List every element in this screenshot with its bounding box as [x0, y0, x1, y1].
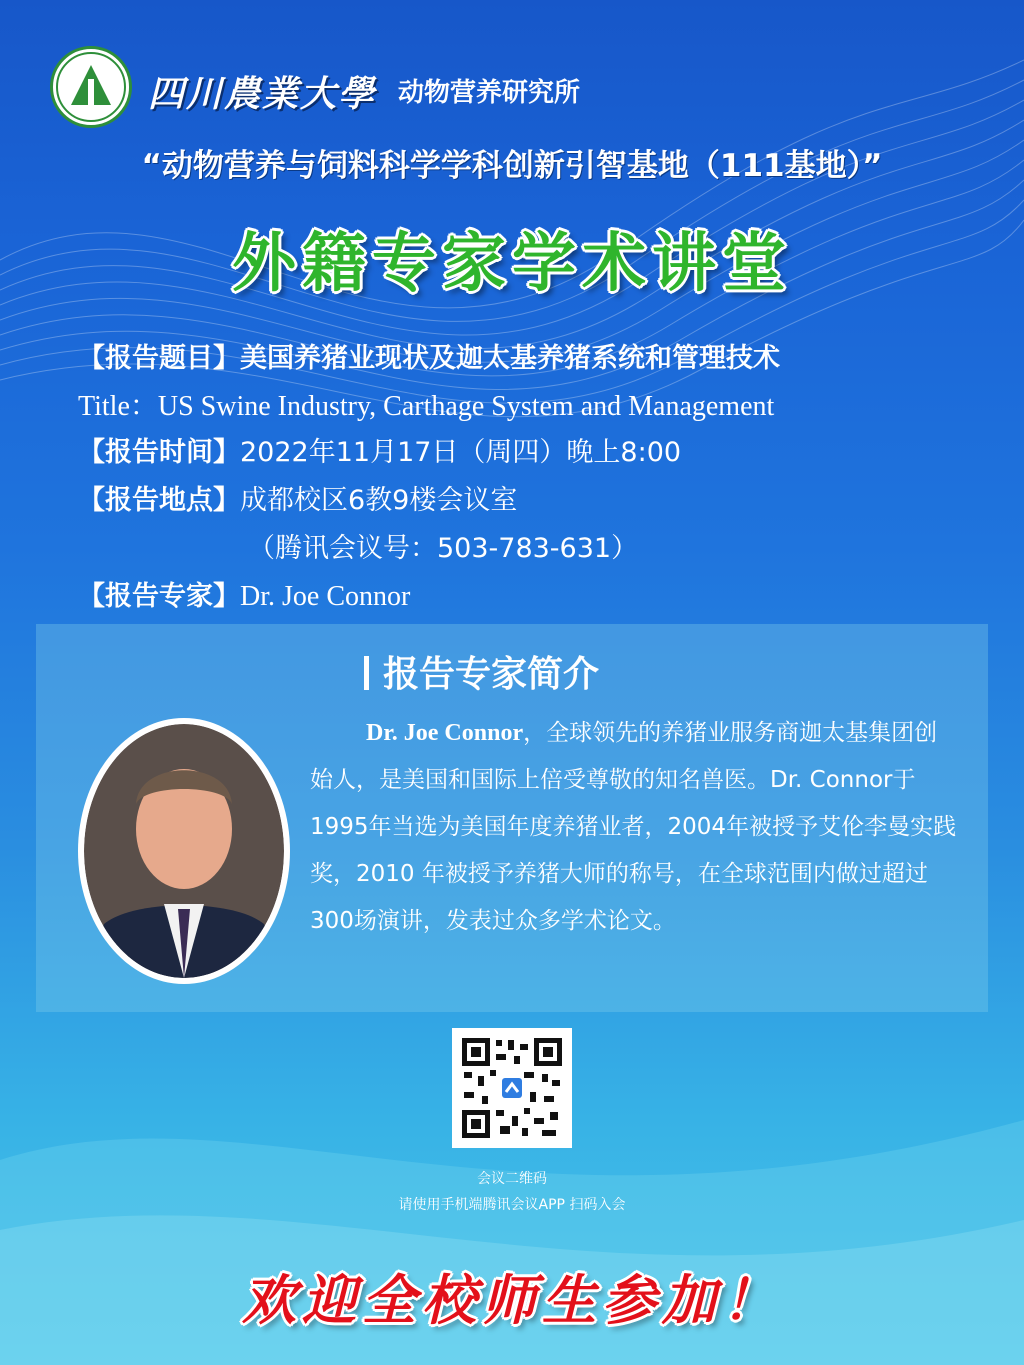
- qr-caption: 会议二维码: [477, 1171, 547, 1187]
- intro-expert-name: Dr. Joe Connor: [366, 720, 524, 746]
- school-name: 四川農業大學: [148, 73, 377, 115]
- english-title: Title：US Swine Industry, Carthage System and Management: [78, 391, 775, 422]
- time-row: [78, 430, 681, 469]
- expert-portrait: [78, 718, 290, 984]
- university-seal-icon: [50, 46, 132, 128]
- time-value: 2022年11月17日（周四）晚上8:00: [240, 437, 682, 468]
- topic-label: 【报告题目】: [78, 343, 240, 374]
- intro-heading: [364, 646, 599, 697]
- expert-row: [78, 574, 410, 613]
- meeting-number: （腾讯会议号：503-783-631）: [248, 533, 639, 564]
- base-title: “动物营养与饲料科学学科创新引智基地（111基地）”: [141, 148, 883, 184]
- place-row: [78, 478, 517, 517]
- intro-heading-text: 报告专家简介: [383, 654, 600, 695]
- place-label: 【报告地点】: [78, 485, 240, 516]
- heading-bar: [364, 656, 369, 690]
- time-label: 【报告时间】: [78, 437, 240, 468]
- place-value: 成都校区6教9楼会议室: [240, 485, 518, 516]
- institute-name: 动物营养研究所: [398, 78, 581, 108]
- intro-text: [310, 710, 960, 945]
- meeting-qr-code[interactable]: [452, 1028, 572, 1148]
- topic-row: [78, 336, 780, 375]
- expert-value: Dr. Joe Connor: [240, 581, 411, 612]
- welcome-banner: 欢迎全校师生参加！: [242, 1268, 782, 1332]
- topic-value: 美国养猪业现状及迦太基养猪系统和管理技术: [240, 343, 780, 374]
- intro-body: ，全球领先的养猪业服务商迦太基集团创始人，是美国和国际上倍受尊敬的知名兽医。Dr. Connor于1995年当选为美国年度养猪业者，2004年被授予艾伦李曼实践奖，2010 年被授予养猪大师的称号，在全球范围内做过超过300场演讲，发表过众多学术论文。: [310, 720, 957, 934]
- lecture-title: 外籍专家学术讲堂: [232, 226, 792, 301]
- qr-instruction: 请使用手机端腾讯会议APP 扫码入会: [398, 1197, 626, 1213]
- expert-label: 【报告专家】: [78, 581, 240, 612]
